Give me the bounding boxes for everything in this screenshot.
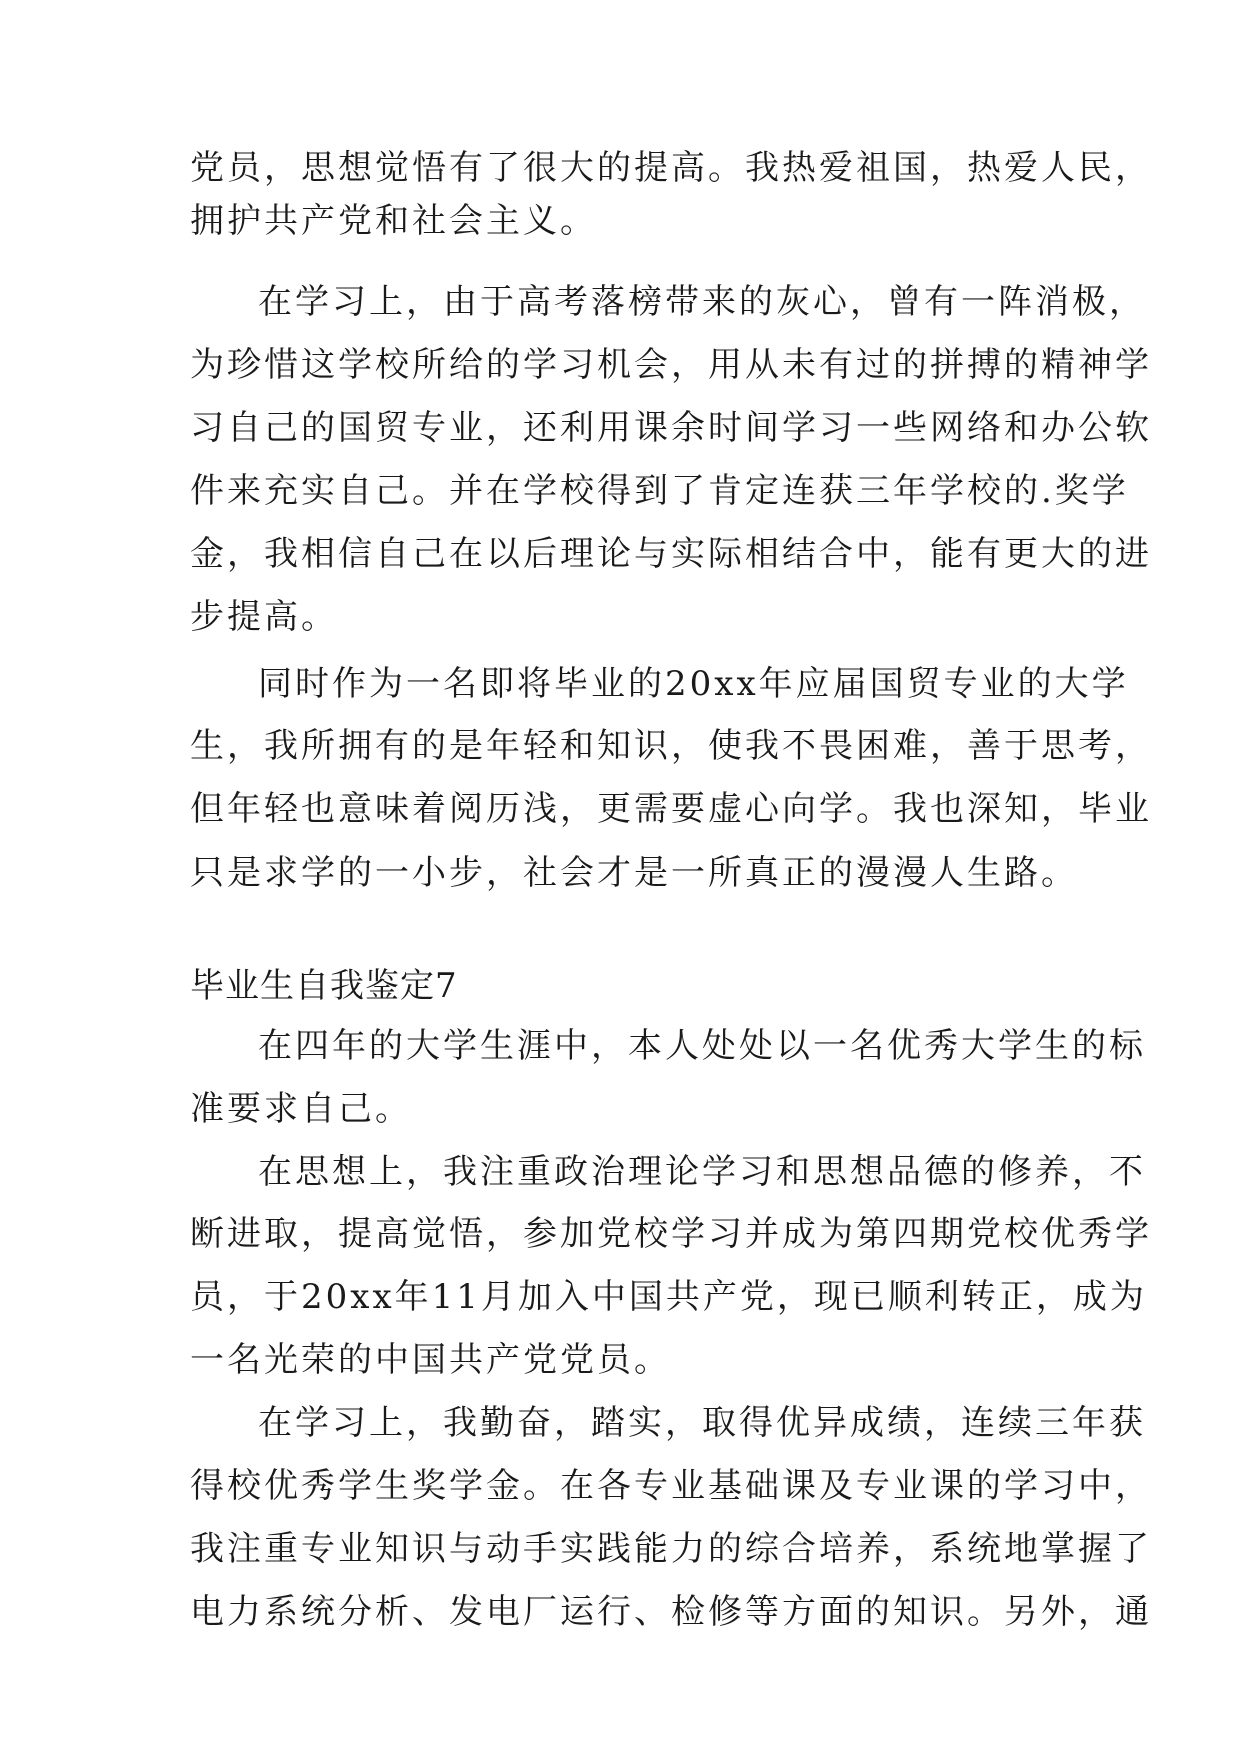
- paragraph-line: 准要求自己。: [190, 1089, 412, 1129]
- paragraph-line: 电力系统分析、发电厂运行、检修等方面的知识。另外，通: [190, 1592, 1152, 1632]
- paragraph-line: 断进取，提高觉悟，参加党校学习并成为第四期党校优秀学: [190, 1214, 1152, 1254]
- paragraph-line: 得校优秀学生奖学金。在各专业基础课及专业课的学习中，: [190, 1466, 1152, 1506]
- paragraph-line: 在思想上，我注重政治理论学习和思想品德的修养，不: [258, 1152, 1146, 1192]
- paragraph-line: 一名光荣的中国共产党党员。: [190, 1340, 671, 1380]
- paragraph-line: 我注重专业知识与动手实践能力的综合培养，系统地掌握了: [190, 1529, 1152, 1569]
- paragraph-line: 生，我所拥有的是年轻和知识，使我不畏困难，善于思考，: [190, 726, 1152, 766]
- paragraph-line: 步提高。: [190, 597, 338, 637]
- paragraph-line: 党员，思想觉悟有了很大的提高。我热爱祖国，热爱人民，: [190, 148, 1152, 188]
- paragraph-line: 在学习上，我勤奋，踏实，取得优异成绩，连续三年获: [258, 1403, 1146, 1443]
- paragraph-line: 只是求学的一小步，社会才是一所真正的漫漫人生路。: [190, 853, 1078, 893]
- paragraph-line: 习自己的国贸专业，还利用课余时间学习一些网络和办公软: [190, 408, 1152, 448]
- paragraph-line: 在四年的大学生涯中，本人处处以一名优秀大学生的标: [258, 1026, 1146, 1066]
- paragraph-line: 同时作为一名即将毕业的20xx年应届国贸专业的大学: [258, 664, 1129, 704]
- paragraph-line: 在学习上，由于高考落榜带来的灰心，曾有一阵消极，: [258, 282, 1146, 322]
- section-heading: 毕业生自我鉴定7: [190, 966, 458, 1006]
- paragraph-line: 金，我相信自己在以后理论与实际相结合中，能有更大的进: [190, 534, 1152, 574]
- paragraph-line: 但年轻也意味着阅历浅，更需要虚心向学。我也深知，毕业: [190, 789, 1152, 829]
- paragraph-line: 员，于20xx年11月加入中国共产党，现已顺利转正，成为: [190, 1277, 1147, 1317]
- paragraph-line: 拥护共产党和社会主义。: [190, 201, 597, 241]
- paragraph-line: 为珍惜这学校所给的学习机会，用从未有过的拼搏的精神学: [190, 345, 1152, 385]
- paragraph-line: 件来充实自己。并在学校得到了肯定连获三年学校的.奖学: [190, 471, 1129, 511]
